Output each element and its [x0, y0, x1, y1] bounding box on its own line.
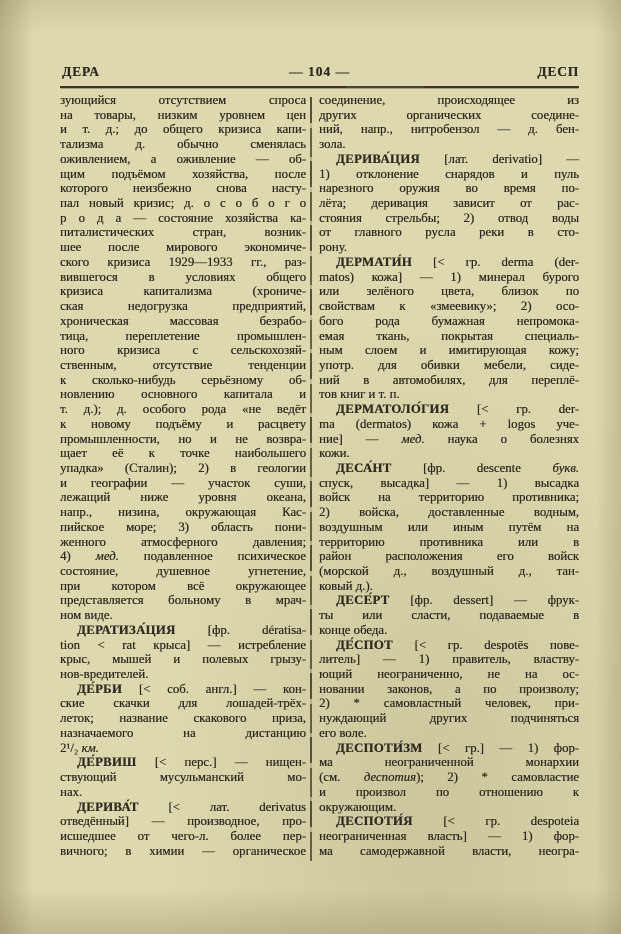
text-line: пал новый кризис; д. о с о б о г о: [60, 196, 306, 211]
text-line: 4) мед. подавленное психическое: [60, 549, 306, 564]
entry-headword: ДЕРМАТИ́Н: [336, 254, 412, 269]
text-line: бого рода бумажная непромока-: [319, 313, 579, 328]
text-line: оживлением, а оживление — об-: [60, 151, 306, 166]
text-line: кризиса капитализма (хрониче-: [60, 284, 306, 299]
text-line: вичного; в химии — органическое: [60, 843, 306, 858]
text-line: от главного русла реки в сто-: [319, 225, 579, 240]
text-line: нарезного оружия во время по-: [319, 181, 579, 196]
text-line: нуждающий других подчиняться: [319, 711, 579, 726]
text-line: ДЕСА́НТ [фр. descente букв.: [336, 460, 579, 475]
text-line: войск на территорию противника;: [319, 490, 579, 505]
text-line: лежащий ниже уровня океана,: [60, 490, 306, 505]
entry-headword: ДЕСА́НТ: [336, 460, 392, 475]
text-line: тализма д. обычно сменялась: [60, 137, 306, 152]
text-line: щает её к точке наибольшего: [60, 446, 306, 461]
text-line: (см. деспотия); 2) * самовластие: [319, 770, 579, 785]
text-line: ДЕСЕ́РТ [фр. dessert] — фрук-: [336, 593, 579, 608]
text-line: новании законов, а по произволу;: [319, 681, 579, 696]
text-line: свойствам к «змеевику»; 2) осо-: [319, 299, 579, 314]
text-line: рону.: [319, 240, 347, 255]
text-line: tion < rat крыса] — истребление: [60, 637, 306, 652]
text-line: нах.: [60, 784, 83, 799]
text-line: ний, напр., нитробензол — д. бен-: [319, 122, 579, 137]
text-line: ствующий мусульманский мо-: [60, 770, 306, 785]
text-line: соединение, происходящее из: [319, 93, 579, 107]
text-line: спуск, высадка] — 1) высадка: [319, 475, 579, 490]
text-line: 1) отклонение снарядов и пуль: [319, 166, 579, 181]
entry-headword: ДЕСПОТИ́Я: [336, 814, 413, 829]
text-line: состояние, душевное угнетение,: [60, 564, 306, 578]
text-line: леток; название скакового приза,: [60, 711, 306, 726]
text-line: исшедшее от чего-л. более пер-: [60, 828, 306, 843]
text-line: ственным, отсутствие тенденции: [60, 357, 306, 372]
text-line: тов книг и т. п.: [319, 387, 400, 402]
text-line: зующийся отсутствием спроса: [60, 93, 306, 107]
text-line: р о д а — состояние хозяйства ка-: [60, 210, 306, 225]
text-line: ном виде.: [60, 608, 113, 623]
text-line: тица, переплетение промышлен-: [60, 328, 306, 343]
text-line: питалистических стран, возник-: [60, 225, 306, 240]
text-line: представляется больному в мрач-: [60, 593, 306, 608]
text-line: matos) кожа] — 1) минерал бурого: [319, 269, 579, 284]
italic-term: мед.: [95, 549, 119, 564]
text-line: ма самодержавной власти, неогра-: [319, 843, 579, 858]
text-line: ДЕ́РБИ [< соб. англ.] — кон-: [77, 681, 306, 696]
text-line: и т. д.; до общего кризиса капи-: [60, 122, 306, 137]
entry-headword: ДЕ́РВИШ: [77, 755, 137, 770]
text-line: ская недогрузка предприятий,: [60, 299, 306, 314]
text-line: ного кризиса с сельскохозяй-: [60, 343, 306, 358]
text-line: ма неограниченной монархии: [319, 755, 579, 770]
entry-headword: ДЕРИВА́ЦИЯ: [336, 151, 420, 166]
text-line: воздушным или иным путём на: [319, 519, 579, 534]
text-line: ДЕ́РВИШ [< перс.] — нищен-: [77, 755, 306, 770]
text-line: ДЕРМАТИ́Н [< гр. derma (der-: [336, 254, 579, 269]
text-line: ний в автомобилях, для переплё-: [319, 372, 579, 387]
page-header: [60, 64, 579, 84]
text-line: ДЕРМАТОЛО́ГИЯ [< гр. der-: [336, 402, 579, 417]
text-line: ma (dermatos) кожа + logos уче-: [319, 416, 579, 431]
text-line: ДЕСПОТИ́Я [< гр. despoteia: [336, 814, 579, 829]
text-line: к сколько-нибудь серьёзному об-: [60, 372, 306, 387]
text-line: щим подъёмом хозяйства, после: [60, 166, 306, 181]
header-guide-word-right: ДЕСП: [537, 64, 579, 79]
text-line: упадка» (Сталин); 2) в геологии: [60, 460, 306, 475]
text-line: ковый д.).: [319, 578, 373, 593]
text-line: нов-вредителей.: [60, 667, 149, 682]
header-page-number: — 104 —: [289, 64, 350, 79]
text-line: и произвол по отношению к: [319, 784, 579, 799]
text-line: ДЕСПОТИ́ЗМ [< гр.] — 1) фор-: [336, 740, 579, 755]
text-line: хроническая массовая безрабо-: [60, 313, 306, 328]
text-line: литель] — 1) правитель, властву-: [319, 652, 579, 667]
text-column-right: [319, 93, 579, 858]
italic-term: мед.: [401, 431, 425, 446]
text-line: промышленности, но и не возвра-: [60, 431, 306, 446]
text-line: отведённый] — производное, про-: [60, 814, 306, 829]
text-line: ние] — мед. наука о болезнях: [319, 431, 579, 446]
text-line: (морской д., воздушный д., тан-: [319, 564, 579, 578]
text-line: ты или сласти, подаваемые в: [319, 608, 579, 623]
text-column-left: [60, 93, 306, 858]
text-line: конце обеда.: [319, 622, 388, 637]
text-line: лёта; деривация зависит от рас-: [319, 196, 579, 211]
entry-headword: ДЕ́РБИ: [77, 681, 123, 696]
text-line: неограниченная власть] — 1) фор-: [319, 828, 579, 843]
text-line: или зелёного цвета, близок по: [319, 284, 579, 299]
text-line: ным слоем и имитирующая кожу;: [319, 343, 579, 358]
text-line: ДЕ́СПОТ [< гр. despotēs пове-: [336, 637, 579, 652]
entry-headword: ДЕСПОТИ́ЗМ: [336, 740, 423, 755]
text-line: стояния стрельбы; 2) отвод воды: [319, 210, 579, 225]
entry-headword: ДЕРМАТОЛО́ГИЯ: [336, 402, 450, 417]
text-line: т. д.); д. особого рода «не ведёт: [60, 402, 306, 417]
text-line: территорию противника или в: [319, 534, 579, 549]
italic-term: км.: [81, 740, 99, 755]
text-line: новлению основного капитала и: [60, 387, 306, 402]
text-line: вившегося в условиях общего: [60, 269, 306, 284]
text-line: крыс, мышей и полевых грызу-: [60, 652, 306, 667]
text-line: ДЕРАТИЗА́ЦИЯ [фр. dératisa-: [77, 622, 306, 637]
column-divider: [310, 97, 312, 861]
text-line: на товары, низким уровнем цен: [60, 107, 306, 122]
text-line: ские скачки для лошадей-трёх-: [60, 696, 306, 711]
text-line: ДЕРИВА́ЦИЯ [лат. derivatio] —: [336, 151, 579, 166]
text-line: пийское море; 3) область пони-: [60, 519, 306, 534]
text-line: при котором всё окружающее: [60, 578, 306, 593]
entry-headword: ДЕСЕ́РТ: [336, 593, 390, 608]
text-line: которого неизбежно снова насту-: [60, 181, 306, 196]
text-line: употр. для обивки мебели, сиде-: [319, 357, 579, 372]
text-line: его воле.: [319, 725, 367, 740]
text-line: женного атмосферного давления;: [60, 534, 306, 549]
text-line: ДЕРИВА́Т [< лат. derivatus: [77, 799, 306, 814]
header-rule: [60, 86, 579, 88]
header-guide-word-left: ДЕРА: [62, 64, 100, 79]
text-line: шее после мирового экономиче-: [60, 240, 306, 255]
text-line: ющий неограниченно, не на ос-: [319, 667, 579, 682]
entry-headword: ДЕ́СПОТ: [336, 637, 393, 652]
text-line: кожи.: [319, 446, 350, 461]
italic-term: деспотия: [363, 770, 416, 785]
text-line: 2) * самовластный человек, при-: [319, 696, 579, 711]
text-line: к новому подъёму и расцвету: [60, 416, 306, 431]
text-line: район расположения его войск: [319, 549, 579, 564]
text-line: окружающим.: [319, 799, 397, 814]
text-line: напр., низина, окружающая Кас-: [60, 505, 306, 520]
text-line: 2¹/₂ км.: [60, 740, 99, 755]
text-line: 2) войска, доставленные водным,: [319, 505, 579, 520]
entry-headword: ДЕРАТИЗА́ЦИЯ: [77, 622, 176, 637]
text-line: зола.: [319, 137, 346, 152]
text-line: емая ткань, покрытая специаль-: [319, 328, 579, 343]
text-line: других органических соедине-: [319, 107, 579, 122]
text-line: назначаемого на дистанцию: [60, 725, 306, 740]
text-line: и географии — участок суши,: [60, 475, 306, 490]
italic-term: букв.: [552, 460, 579, 475]
entry-headword: ДЕРИВА́Т: [77, 799, 139, 814]
text-line: ского кризиса 1929—1933 гг., раз-: [60, 254, 306, 269]
